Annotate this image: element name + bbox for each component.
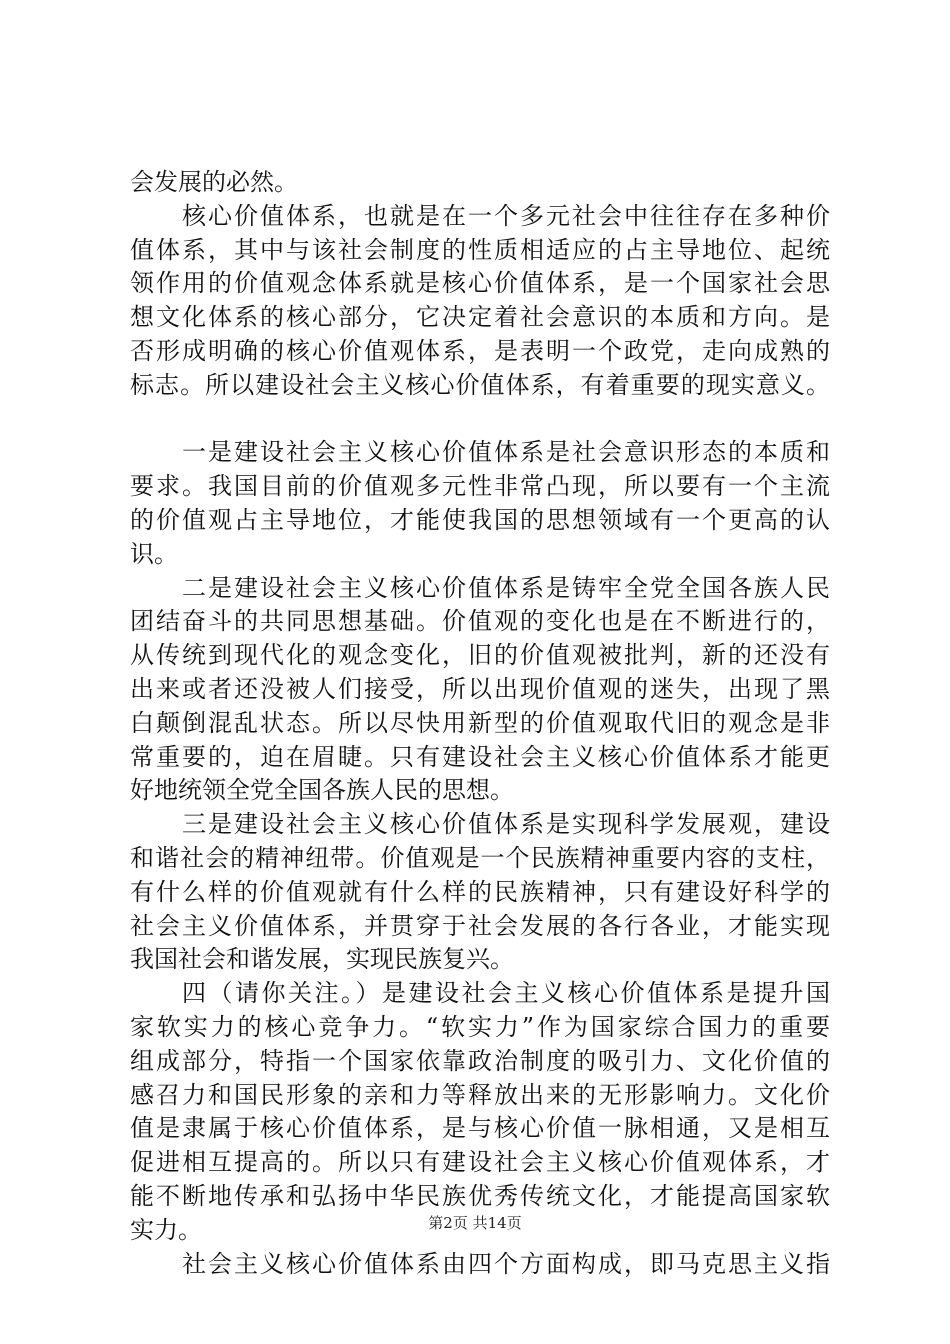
text-line: 和谐社会的精神纽带。价值观是一个民族精神重要内容的支柱，: [130, 843, 830, 872]
paragraph: [130, 1248, 830, 1282]
paragraph: [130, 166, 830, 200]
text-line: 二是建设社会主义核心价值体系是铸牢全党全国各族人民: [182, 573, 830, 602]
text-line: 从传统到现代化的观念变化，旧的价值观被批判，新的还没有: [130, 641, 830, 670]
text-line: 好地统领全党全国各族人民的思想。: [130, 776, 514, 805]
paragraph-spacer: [130, 403, 830, 437]
text-line: 一是建设社会主义核心价值体系是社会意识形态的本质和: [182, 438, 830, 467]
text-line: 有什么样的价值观就有什么样的民族精神，只有建设好科学的: [130, 877, 830, 906]
text-line: 能不断地传承和弘扬中华民族优秀传统文化，才能提高国家软: [130, 1181, 830, 1210]
text-line: 三是建设社会主义核心价值体系是实现科学发展观，建设: [182, 810, 830, 839]
text-line: 实力。: [130, 1215, 202, 1244]
text-line: 否形成明确的核心价值观体系，是表明一个政党，走向成熟的: [130, 336, 830, 365]
text-line: 我国社会和谐发展，实现民族复兴。: [130, 945, 514, 974]
text-line: 社会主义核心价值体系由四个方面构成，即马克思主义指: [182, 1249, 830, 1278]
text-line: 出来或者还没被人们接受，所以出现价值观的迷失，出现了黑: [130, 674, 830, 703]
text-line: 四（请你关注。）是建设社会主义核心价值体系是提升国: [182, 979, 830, 1008]
page-number-label: 第2页 共14页: [428, 1214, 522, 1232]
text-line: 促进相互提高的。所以只有建设社会主义核心价值观体系，才: [130, 1148, 830, 1177]
text-line: 常重要的，迫在眉睫。只有建设社会主义核心价值体系才能更: [130, 742, 830, 771]
text-line: 想文化体系的核心部分，它决定着社会意识的本质和方向。是: [130, 303, 830, 332]
text-line: 标志。所以建设社会主义核心价值体系，有着重要的现实意义。: [130, 370, 830, 399]
paragraph: [130, 572, 830, 809]
paragraph: [130, 808, 830, 977]
document-body: [130, 166, 830, 1281]
text-line: 识。: [130, 539, 178, 568]
text-line: 社会主义价值体系，并贯穿于社会发展的各行各业，才能实现: [130, 911, 830, 940]
page-footer: [0, 1212, 950, 1233]
text-line: 的价值观占主导地位，才能使我国的思想领域有一个更高的认: [130, 505, 830, 534]
text-line: 组成部分，特指一个国家依靠政治制度的吸引力、文化价值的: [130, 1046, 830, 1075]
text-line: 家软实力的核心竞争力。“软实力”作为国家综合国力的重要: [130, 1012, 830, 1041]
text-line: 值体系，其中与该社会制度的性质相适应的占主导地位、起统: [130, 235, 830, 264]
text-line: 感召力和国民形象的亲和力等释放出来的无形影响力。文化价: [130, 1080, 830, 1109]
text-line: 会发展的必然。: [130, 168, 298, 196]
text-line: 白颠倒混乱状态。所以尽快用新型的价值观取代旧的观念是非: [130, 708, 830, 737]
text-line: 团结奋斗的共同思想基础。价值观的变化也是在不断进行的，: [130, 607, 830, 636]
paragraph: [130, 977, 830, 1247]
text-line: 核心价值体系，也就是在一个多元社会中往往存在多种价: [182, 201, 830, 230]
paragraph: [130, 200, 830, 403]
text-line: 要求。我国目前的价值观多元性非常凸现，所以要有一个主流: [130, 472, 830, 501]
paragraph: [130, 436, 830, 571]
text-line: 领作用的价值观念体系就是核心价值体系，是一个国家社会思: [130, 269, 830, 298]
text-line: 值是隶属于核心价值体系，是与核心价值一脉相通，又是相互: [130, 1114, 830, 1143]
